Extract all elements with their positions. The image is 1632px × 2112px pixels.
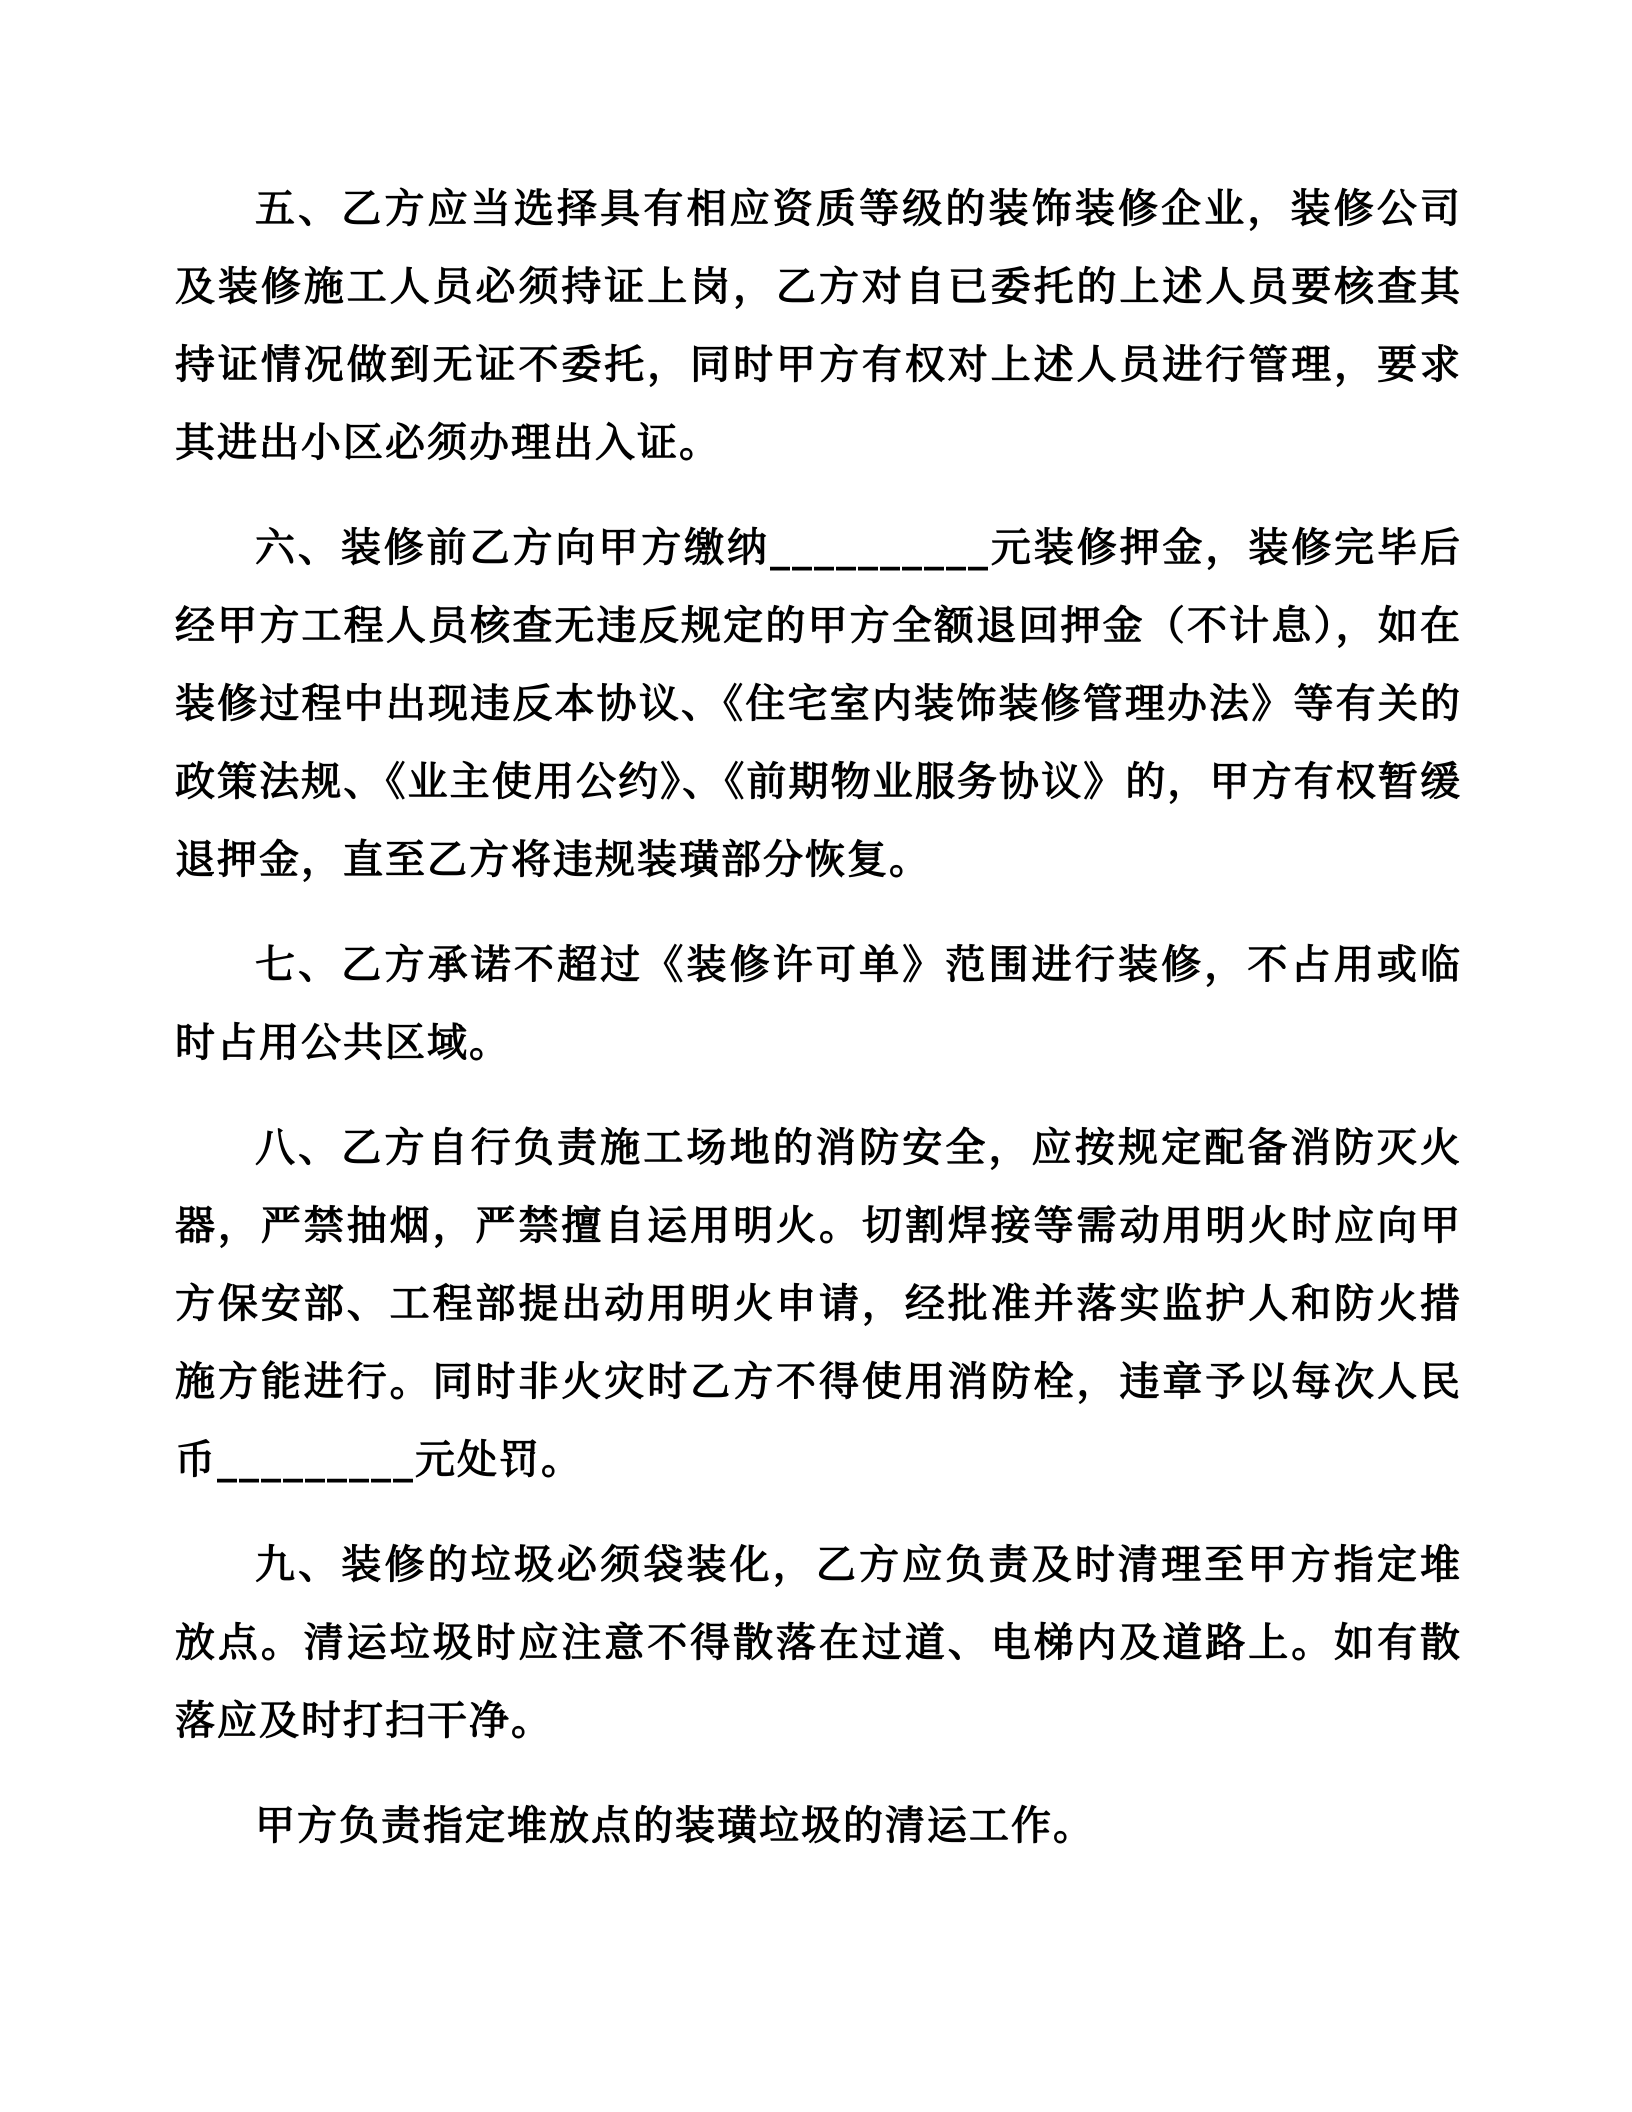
clause-7-paragraph: 七、乙方承诺不超过《装修许可单》范围进行装修，不占用或临时占用公共区域。 — [175, 942, 1462, 1066]
party-a-clearing-duty-paragraph: 甲方负责指定堆放点的装璜垃圾的清运工作。 — [255, 1803, 1095, 1849]
clause-9-paragraph: 九、装修的垃圾必须袋装化，乙方应负责及时清理至甲方指定堆放点。清运垃圾时应注意不得散落在过道、电梯内及道路上。如有散落应及时打扫干净。 — [175, 1542, 1462, 1744]
clause-6-paragraph: 六、装修前乙方向甲方缴纳__________元装修押金，装修完毕后经甲方工程人员核查无违反规定的甲方全额退回押金（不计息），如在装修过程中出现违反本协议、《住宅室内装饰装修管理办法》等有关的政策法规、《业主使用公约》、《前期物业服务协议》的，甲方有权暂缓退押金，直至乙方将违规装璜部分恢复。 — [175, 525, 1462, 883]
clause-5-paragraph: 五、乙方应当选择具有相应资质等级的装饰装修企业，装修公司及装修施工人员必须持证上岗，乙方对自已委托的上述人员要核查其持证情况做到无证不委托，同时甲方有权对上述人员进行管理，要求其进出小区必须办理出入证。 — [175, 186, 1462, 466]
clause-8-paragraph: 八、乙方自行负责施工场地的消防安全，应按规定配备消防灭火器，严禁抽烟，严禁擅自运用明火。切割焊接等需动用明火时应向甲方保安部、工程部提出动用明火申请，经批准并落实监护人和防火措施方能进行。同时非火灾时乙方不得使用消防栓，违章予以每次人民币_________元处罚。 — [175, 1125, 1462, 1483]
